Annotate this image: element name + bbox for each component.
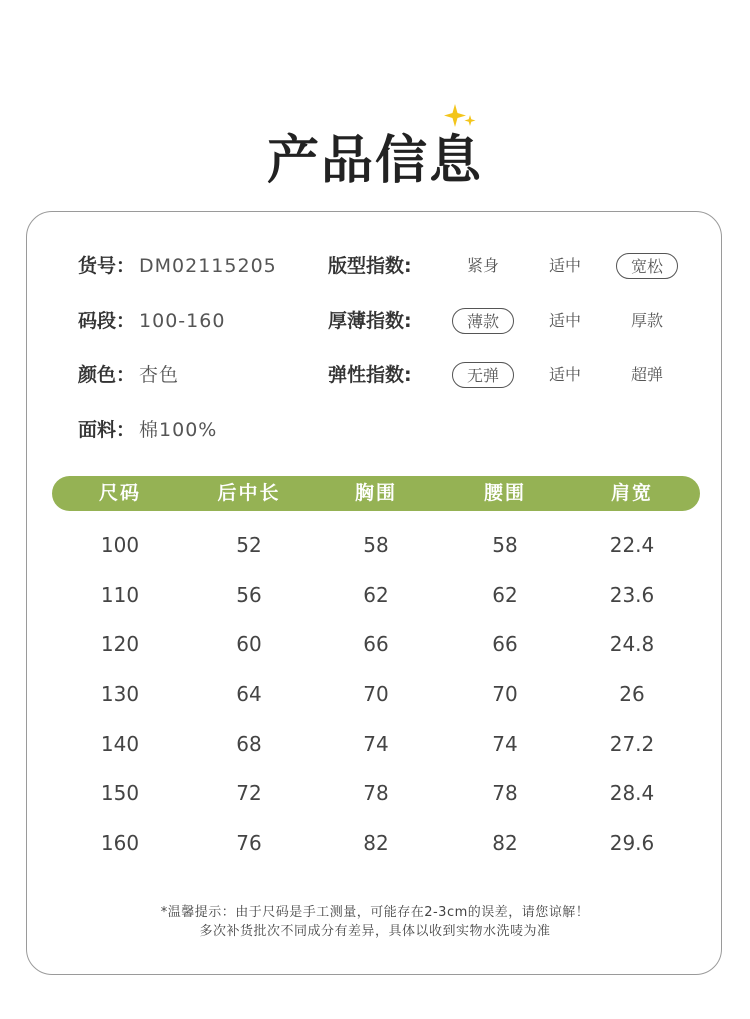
cell-size: 110 xyxy=(100,582,140,607)
cell-shoulder: 26 xyxy=(619,682,645,707)
size-range-label: 码段： xyxy=(78,310,136,332)
cell-waist: 78 xyxy=(492,781,518,806)
size-table-body xyxy=(52,521,700,869)
sku-row xyxy=(78,251,277,281)
cell-chest: 66 xyxy=(363,632,389,657)
size-range-value: 100-160 xyxy=(139,310,226,332)
cell-waist: 70 xyxy=(492,682,518,707)
size-range-row xyxy=(78,306,225,336)
cell-size: 130 xyxy=(100,682,140,707)
table-row xyxy=(52,720,700,770)
cell-shoulder: 28.4 xyxy=(609,781,655,806)
cell-shoulder: 24.8 xyxy=(609,632,655,657)
size-note-line2: 多次补货批次不同成分有差异，具体以收到实物水洗唛为准 xyxy=(199,924,551,939)
cell-back-length: 60 xyxy=(236,632,262,657)
cell-back-length: 64 xyxy=(236,682,262,707)
table-row xyxy=(52,769,700,819)
title-area xyxy=(0,118,750,193)
cell-waist: 66 xyxy=(492,632,518,657)
cell-chest: 62 xyxy=(363,582,389,607)
cell-size: 140 xyxy=(100,731,140,756)
header-size: 尺码 xyxy=(98,482,141,504)
cell-shoulder: 27.2 xyxy=(609,731,655,756)
cell-size: 150 xyxy=(100,781,140,806)
color-value: 杏色 xyxy=(139,364,180,386)
thickness-option-regular: 适中 xyxy=(548,311,581,330)
thickness-option-thin: 薄款 xyxy=(452,308,514,334)
thickness-option-thick: 厚款 xyxy=(630,311,663,330)
sparkle-icon xyxy=(443,102,479,132)
fit-option-regular: 适中 xyxy=(548,256,581,275)
header-chest: 胸围 xyxy=(354,482,397,504)
cell-waist: 74 xyxy=(492,731,518,756)
fabric-value: 棉100% xyxy=(139,419,218,441)
stretch-option-high: 超弹 xyxy=(630,365,663,384)
cell-shoulder: 22.4 xyxy=(609,533,655,557)
cell-size: 160 xyxy=(100,831,140,856)
cell-chest: 74 xyxy=(363,731,389,756)
color-row xyxy=(78,360,179,390)
cell-size: 100 xyxy=(100,533,140,557)
cell-waist: 62 xyxy=(492,582,518,607)
page-title: 产品信息 xyxy=(266,131,483,191)
cell-chest: 82 xyxy=(363,831,389,856)
cell-size: 120 xyxy=(100,632,140,657)
table-row xyxy=(52,571,700,621)
cell-waist: 82 xyxy=(492,831,518,856)
stretch-option-regular: 适中 xyxy=(548,365,581,384)
stretch-index-label: 弹性指数: xyxy=(328,364,412,386)
table-row xyxy=(52,670,700,720)
fabric-row xyxy=(78,415,217,445)
sku-value: DM02115205 xyxy=(139,255,277,277)
fabric-label: 面料： xyxy=(78,419,136,441)
fit-index-label: 版型指数: xyxy=(328,255,412,277)
cell-back-length: 68 xyxy=(236,731,262,756)
sku-label: 货号： xyxy=(78,255,136,277)
table-row xyxy=(52,521,700,571)
size-table-header xyxy=(52,476,700,511)
cell-back-length: 72 xyxy=(236,781,262,806)
table-row xyxy=(52,620,700,670)
fit-option-loose: 宽松 xyxy=(616,253,678,279)
header-waist: 腰围 xyxy=(483,482,526,504)
cell-chest: 58 xyxy=(363,533,389,557)
table-row xyxy=(52,819,700,869)
cell-shoulder: 23.6 xyxy=(609,582,655,607)
color-label: 颜色： xyxy=(78,364,136,386)
cell-back-length: 56 xyxy=(236,582,262,607)
header-shoulder: 肩宽 xyxy=(610,482,653,504)
cell-shoulder: 29.6 xyxy=(609,831,655,856)
thickness-index-label: 厚薄指数: xyxy=(328,310,412,332)
cell-back-length: 76 xyxy=(236,831,262,856)
cell-chest: 78 xyxy=(363,781,389,806)
fit-option-tight: 紧身 xyxy=(466,256,499,275)
size-note-line1: *温馨提示：由于尺码是手工测量，可能存在2-3cm的误差，请您谅解！ xyxy=(160,905,590,920)
cell-waist: 58 xyxy=(492,533,518,557)
cell-chest: 70 xyxy=(363,682,389,707)
stretch-option-none: 无弹 xyxy=(452,362,514,388)
cell-back-length: 52 xyxy=(236,533,262,557)
header-back-length: 后中长 xyxy=(217,482,281,504)
